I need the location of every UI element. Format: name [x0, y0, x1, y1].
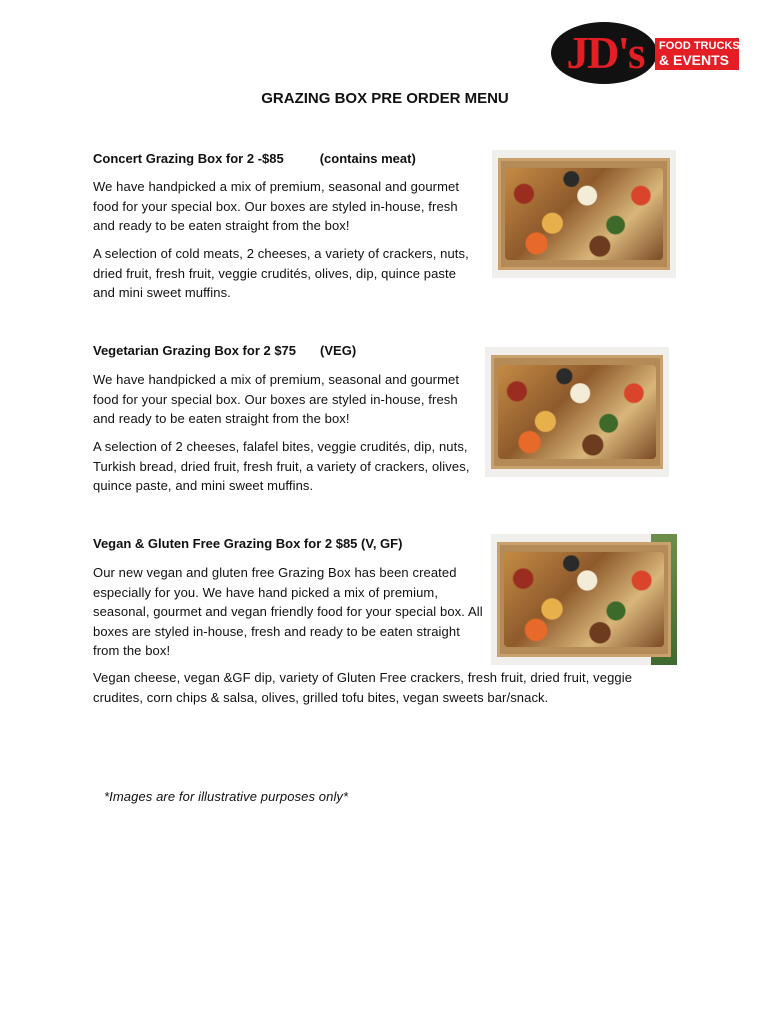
section-1-tag: (contains meat) — [319, 151, 416, 166]
section-1-heading — [93, 150, 416, 168]
section-3-title: Vegan & Gluten Free Grazing Box for 2 $85 (V, GF) — [93, 536, 403, 551]
concert-box-photo — [492, 150, 676, 278]
disclaimer-note: *Images are for illustrative purposes only* — [104, 789, 349, 804]
section-1-intro: We have handpicked a mix of premium, seasonal and gourmet food for your special box. Our boxes are styled in-house, fresh and ready to be eaten straight from the box! — [93, 179, 460, 233]
section-3-intro: Our new vegan and gluten free Grazing Box has been created especially for you. We have hand picked a mix of premium, seasonal, gourmet and vegan friendly food for your special box. All boxes are styled in-house, fresh and ready to be eaten straight from the box! — [93, 565, 483, 658]
page-title: GRAZING BOX PRE ORDER MENU — [261, 90, 509, 107]
section-3-contents: Vegan cheese, vegan &GF dip, variety of Gluten Free crackers, fresh fruit, dried fruit, veggie crudites, corn chips & salsa, olives, grilled tofu bites, vegan sweets bar/snack. — [93, 670, 633, 705]
section-2-heading — [93, 342, 356, 360]
logo-line-1: FOOD TRUCKS — [659, 40, 740, 52]
vegan-box-photo — [491, 534, 677, 665]
section-1-title: Concert Grazing Box for 2 -$85 — [93, 151, 284, 166]
section-1-contents: A selection of cold meats, 2 cheeses, a variety of crackers, nuts, dried fruit, fresh fruit, veggie crudités, olives, dip, quince paste and mini sweet muffins. — [93, 246, 469, 300]
vegetarian-box-photo — [485, 347, 669, 477]
section-2-tag: (VEG) — [320, 343, 357, 358]
section-2-intro: We have handpicked a mix of premium, seasonal and gourmet food for your special box. Our boxes are styled in-house, fresh and ready to be eaten straight from the box! — [93, 372, 460, 426]
logo-mark: JD's — [566, 28, 644, 78]
logo-line-2: & EVENTS — [659, 52, 730, 68]
section-3-heading — [93, 535, 402, 553]
jds-logo — [551, 22, 741, 84]
section-2-contents: A selection of 2 cheeses, falafel bites, veggie crudités, dip, nuts, Turkish bread, dried fruit, fresh fruit, a variety of crackers, olives, quince paste, and mini sweet muffins. — [93, 439, 470, 493]
section-2-title: Vegetarian Grazing Box for 2 $75 — [93, 343, 297, 358]
